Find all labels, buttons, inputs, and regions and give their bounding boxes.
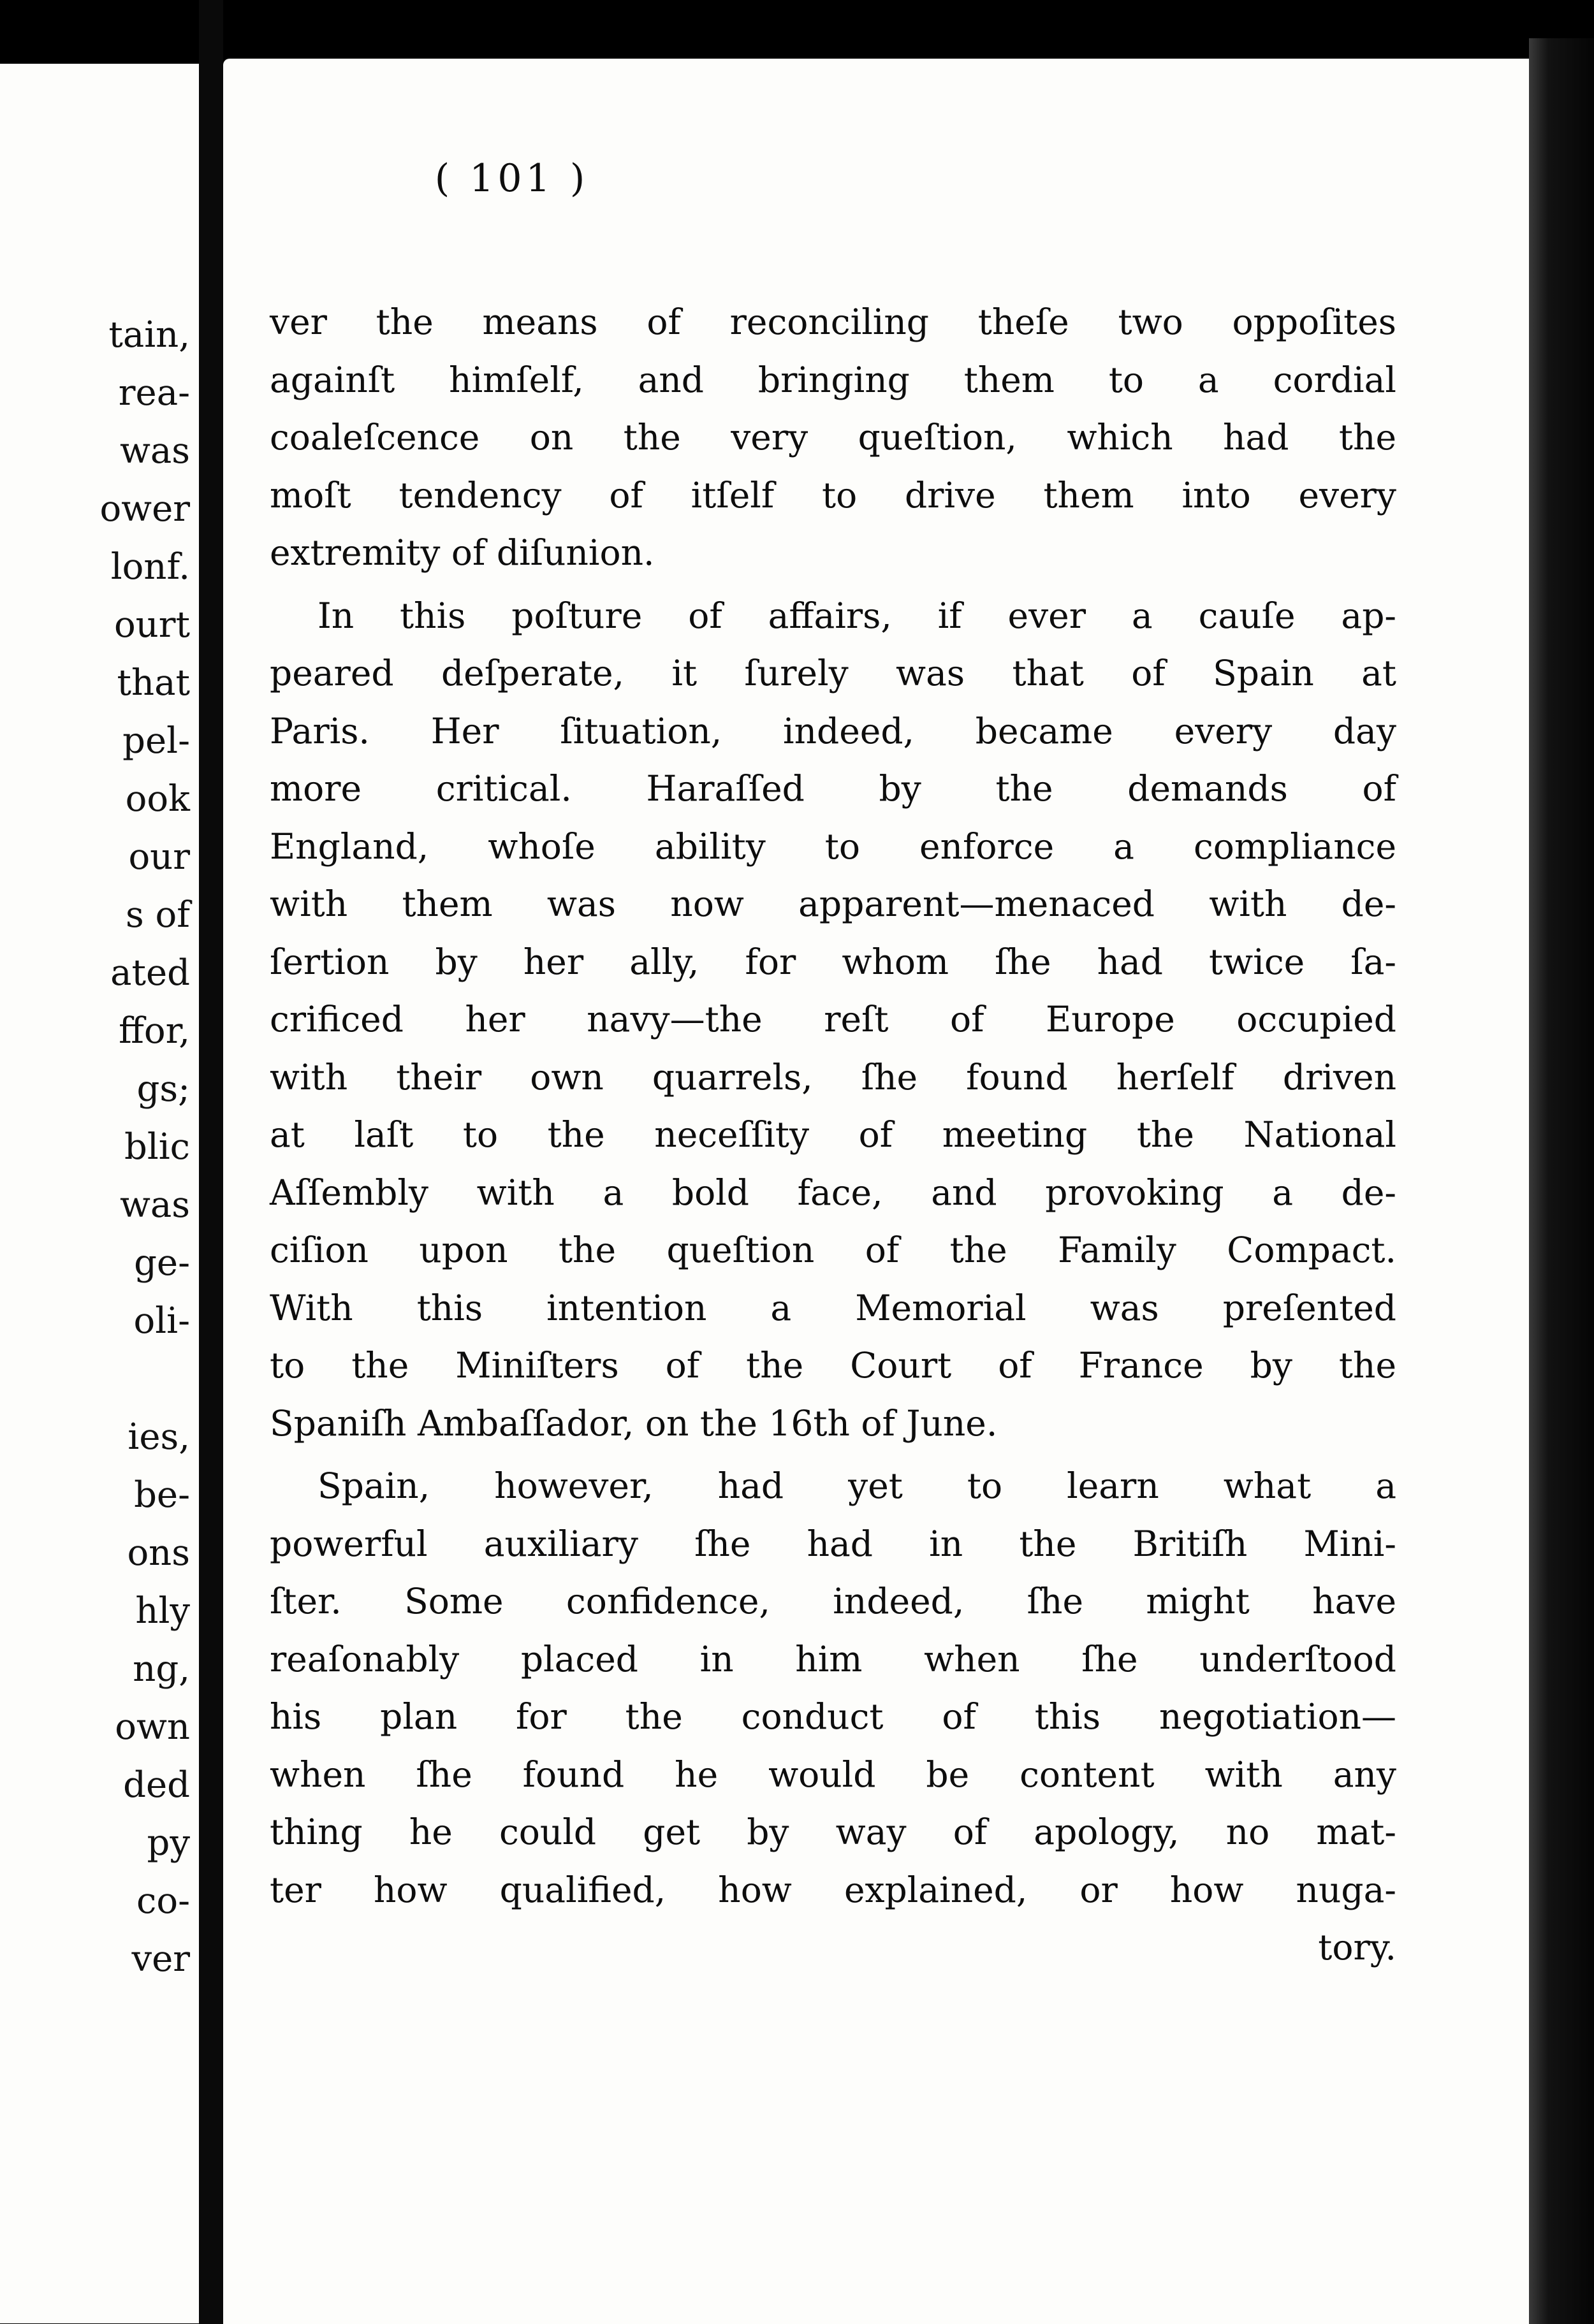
left-line: pel-	[122, 720, 190, 762]
catchword: tory.	[1318, 1927, 1396, 1968]
left-line: tain,	[108, 314, 190, 356]
left-line: co-	[136, 1880, 190, 1922]
text-line: Paris. Her ſituation, indeed, became every day	[270, 710, 1396, 752]
text-line: with their own quarrels, ſhe found herſelf driven	[270, 1056, 1396, 1098]
left-line: was	[119, 1184, 190, 1226]
text-line: powerful auxiliary ſhe had in the Britiſh Mini-	[270, 1523, 1396, 1564]
left-line: ook	[125, 778, 190, 820]
left-line: ge-	[134, 1242, 190, 1284]
left-line: lonf.	[110, 546, 190, 588]
left-line: ver	[131, 1938, 190, 1980]
text-line: thing he could get by way of apology, no mat-	[270, 1812, 1396, 1852]
text-line: to the Miniſters of the Court of France by the	[270, 1345, 1396, 1386]
left-line: ated	[110, 952, 190, 994]
left-line: s of	[126, 894, 190, 936]
text-line: ter how qualified, how explained, or how nuga-	[270, 1869, 1396, 1910]
left-line: ng,	[133, 1648, 190, 1690]
left-line: our	[128, 836, 190, 878]
text-line: reaſonably placed in him when ſhe underſtood	[270, 1638, 1396, 1680]
text-line: when ſhe found he would be content with any	[270, 1754, 1396, 1795]
text-line: Aſſembly with a bold face, and provoking a de-	[270, 1172, 1396, 1213]
text-line: Spain, however, had yet to learn what a	[318, 1465, 1396, 1506]
text-line: With this intention a Memorial was preſented	[270, 1287, 1396, 1328]
left-line: own	[115, 1706, 190, 1748]
text-line: moſt tendency of itſelf to drive them into every	[270, 474, 1396, 516]
left-line: be-	[134, 1474, 190, 1516]
text-line: Spaniſh Ambaſſador, on the 16th of June.	[270, 1402, 998, 1444]
left-line: ded	[123, 1764, 190, 1806]
left-line: that	[117, 662, 190, 704]
left-page-fragment	[0, 64, 199, 2323]
text-line: peared deſperate, it ſurely was that of Spain at	[270, 653, 1396, 694]
body-text	[270, 293, 1396, 1977]
text-line: ſter. Some confidence, indeed, ſhe might have	[270, 1581, 1396, 1622]
left-line: ies,	[128, 1416, 190, 1458]
left-line: ffor,	[119, 1010, 190, 1052]
left-line: gs;	[136, 1068, 190, 1110]
text-line: extremity of diſunion.	[270, 532, 655, 573]
page-edge	[1529, 38, 1594, 2324]
book-gutter	[199, 0, 223, 2324]
text-line: In this poſture of affairs, if ever a cauſe ap-	[318, 595, 1396, 636]
text-line: his plan for the conduct of this negotiation—	[270, 1696, 1396, 1737]
left-line: rea-	[118, 372, 190, 414]
text-line: at laſt to the neceſſity of meeting the National	[270, 1114, 1396, 1155]
text-line: againſt himſelf, and bringing them to a cordial	[270, 359, 1396, 400]
text-line: ciſion upon the queſtion of the Family Compact.	[270, 1230, 1396, 1270]
left-line: ower	[99, 488, 190, 530]
text-line: ſertion by her ally, for whom ſhe had twice ſa-	[270, 941, 1396, 982]
text-line: crificed her navy—the reſt of Europe occupied	[270, 999, 1396, 1040]
left-line: py	[147, 1822, 190, 1864]
left-line	[0, 1350, 190, 1408]
text-line: more critical. Haraſſed by the demands of	[270, 768, 1396, 809]
left-line: ons	[127, 1532, 190, 1574]
text-line: England, whoſe ability to enforce a compliance	[270, 825, 1396, 867]
left-line: hly	[135, 1590, 190, 1632]
left-line: blic	[124, 1126, 190, 1168]
text-line: with them was now apparent—menaced with de-	[270, 883, 1396, 924]
left-line: ourt	[113, 604, 190, 646]
left-page-text	[0, 306, 190, 1988]
text-line: ver the means of reconciling theſe two oppoſites	[270, 301, 1396, 342]
left-line: was	[119, 430, 190, 472]
text-line: coaleſcence on the very queſtion, which had the	[270, 417, 1396, 458]
left-line: oli-	[133, 1300, 190, 1342]
page-number: ( 101 )	[434, 156, 589, 201]
